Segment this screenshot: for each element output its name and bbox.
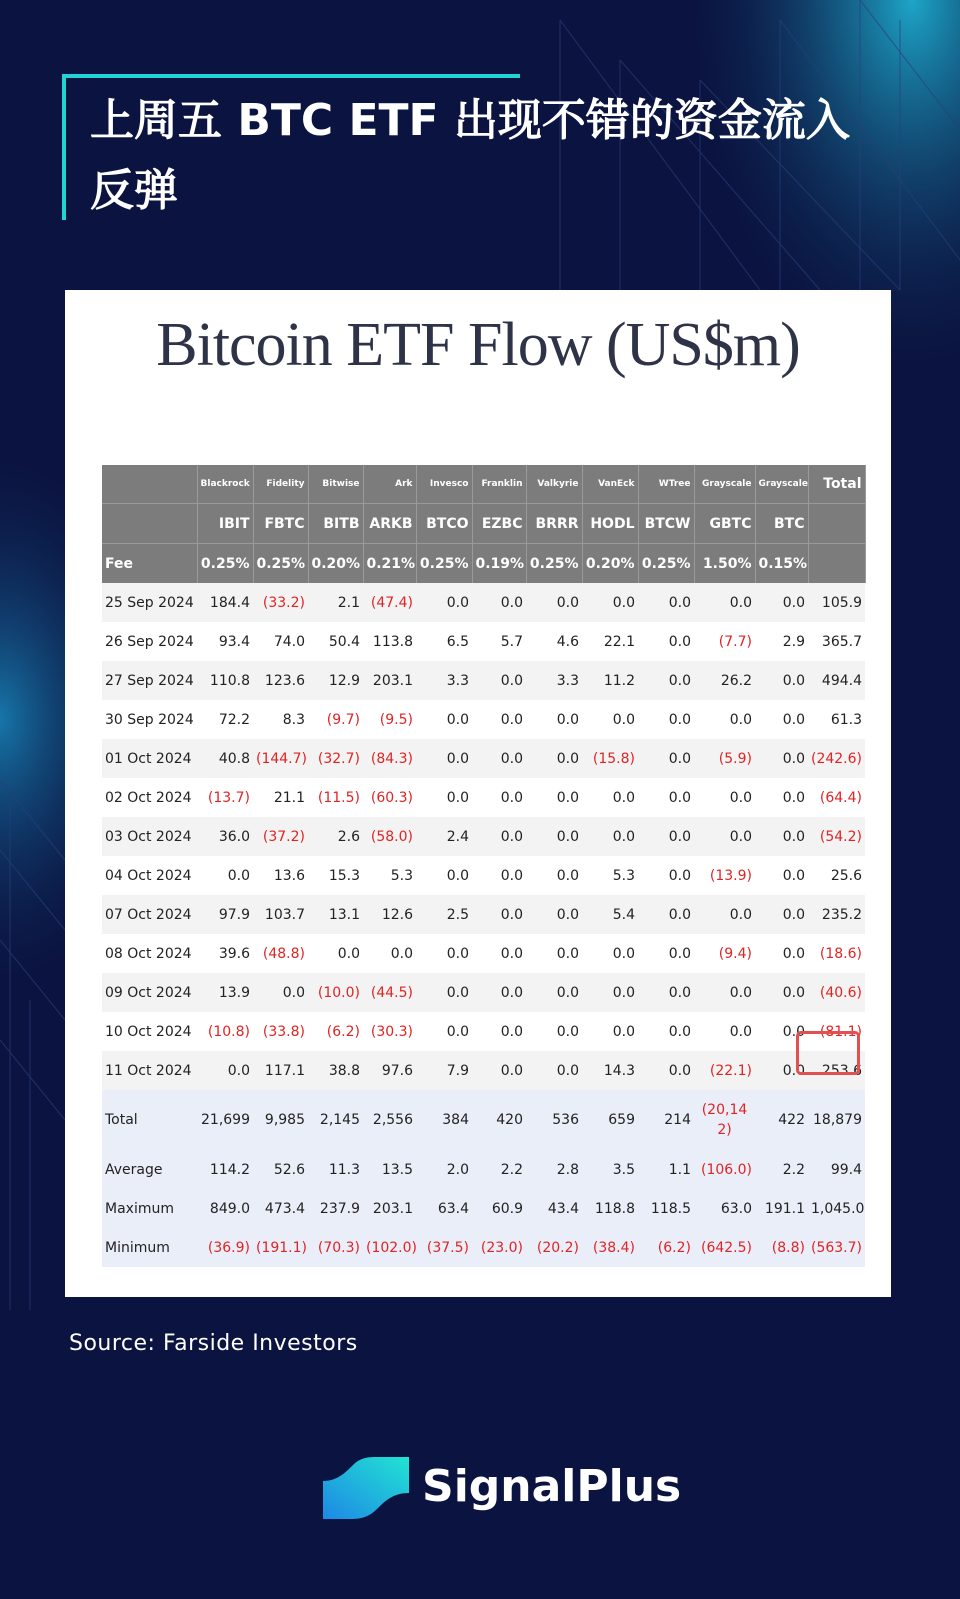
table-row: [102, 661, 865, 700]
table-cell: 0.0: [253, 973, 308, 1012]
table-cell: 0.0: [582, 583, 638, 622]
table-cell: 14.3: [582, 1051, 638, 1090]
table-cell: 99.4: [808, 1150, 865, 1189]
table-cell: 97.9: [197, 895, 253, 934]
table-cell: 536: [526, 1090, 582, 1150]
table-cell: 203.1: [363, 661, 416, 700]
table-cell: 2.0: [416, 1150, 472, 1189]
table-cell: 191.1: [755, 1189, 808, 1228]
table-cell: 11.2: [582, 661, 638, 700]
table-cell: 0.0: [755, 1051, 808, 1090]
table-cell: (191.1): [253, 1228, 308, 1267]
table-row: [102, 700, 865, 739]
table-cell: 13.9: [197, 973, 253, 1012]
table-cell: (13.7): [207, 789, 250, 806]
table-cell: (5.9): [694, 739, 755, 778]
table-cell: 9,985: [253, 1090, 308, 1150]
table-row: [102, 739, 865, 778]
table-cell: (9.5): [379, 711, 413, 728]
table-cell: 21.1: [273, 789, 305, 806]
table-cell: 0.0: [556, 789, 579, 806]
table-cell: FBTC: [253, 504, 308, 544]
table-cell: 2.2: [755, 1150, 808, 1189]
table-cell: 0.0: [668, 789, 691, 806]
table-cell: 0.0: [500, 867, 523, 884]
row-label: 10 Oct 2024: [105, 1023, 192, 1040]
table-cell: (40.6): [808, 973, 865, 1012]
table-cell: 2,556: [363, 1090, 416, 1150]
row-label: 03 Oct 2024: [102, 817, 197, 856]
table-cell: (54.2): [808, 817, 865, 856]
table-cell: 0.0: [612, 1023, 635, 1040]
table-cell: (37.5): [416, 1228, 472, 1267]
table-cell: 0.0: [500, 1023, 523, 1040]
row-label: [102, 465, 197, 504]
table-cell: (102.0): [363, 1228, 416, 1267]
table-cell: 0.25%: [416, 544, 472, 584]
table-cell: 0.0: [500, 711, 523, 728]
table-cell: 0.0: [416, 583, 472, 622]
table-cell: 0.0: [526, 583, 582, 622]
table-cell: 0.25%: [253, 544, 308, 584]
table-cell: (563.7): [808, 1228, 865, 1267]
table-cell: Bitwise: [308, 465, 363, 504]
table-cell: 0.0: [446, 1023, 469, 1040]
table-cell: Grayscale: [694, 465, 755, 504]
table-cell: EZBC: [472, 504, 526, 544]
signalplus-logo-icon: [323, 1457, 409, 1519]
table-cell: BRRR: [526, 504, 582, 544]
table-cell: 0.0: [668, 867, 691, 884]
brand-name: SignalPlus: [422, 1461, 682, 1512]
table-cell: 12.6: [363, 895, 416, 934]
table-cell: 0.0: [755, 895, 808, 934]
table-cell: 0.0: [472, 661, 526, 700]
table-cell: [808, 544, 865, 584]
table-cell: 5.4: [582, 895, 638, 934]
table-cell: 3.3: [416, 661, 472, 700]
table-cell: 0.0: [556, 945, 579, 962]
table-cell: 0.0: [729, 789, 752, 806]
summary-row: [102, 1090, 865, 1150]
table-cell: 0.0: [668, 633, 691, 650]
table-cell: 18,879: [808, 1090, 865, 1150]
row-label: 02 Oct 2024: [105, 789, 192, 806]
table-cell: 15.3: [328, 867, 360, 884]
highlight-box: [796, 1031, 860, 1075]
table-cell: (6.2): [326, 1023, 360, 1040]
table-row: [102, 1051, 865, 1090]
table-cell: (60.3): [370, 789, 413, 806]
summary-row: [102, 1150, 865, 1189]
table-cell: 0.0: [500, 945, 523, 962]
table-cell: 117.1: [253, 1051, 308, 1090]
table-cell: 0.0: [472, 817, 526, 856]
table-cell: (47.4): [363, 583, 416, 622]
table-cell: 123.6: [253, 661, 308, 700]
table-cell: 0.0: [729, 711, 752, 728]
table-cell: 0.25%: [197, 544, 253, 584]
table-cell: (32.7): [308, 739, 363, 778]
row-label: 27 Sep 2024: [102, 661, 197, 700]
table-cell: 118.8: [582, 1189, 638, 1228]
table-cell: HODL: [582, 504, 638, 544]
table-cell: 3.5: [582, 1150, 638, 1189]
table-cell: 43.4: [526, 1189, 582, 1228]
table-cell: 1,045.0: [808, 1189, 865, 1228]
table-cell: (81.1): [819, 1023, 862, 1040]
table-cell: 473.4: [253, 1189, 308, 1228]
card-title: Bitcoin ETF Flow (US$m): [156, 311, 800, 379]
table-cell: 1.1: [638, 1150, 694, 1189]
table-cell: 110.8: [197, 661, 253, 700]
table-cell: 39.6: [218, 945, 250, 962]
table-cell: 0.0: [694, 895, 755, 934]
table-cell: (58.0): [363, 817, 416, 856]
table-cell: 214: [638, 1090, 694, 1150]
header-issuer-row: [102, 465, 865, 504]
table-cell: (33.8): [262, 1023, 305, 1040]
table-cell: 384: [416, 1090, 472, 1150]
table-cell: 25.6: [830, 867, 862, 884]
table-cell: 422: [755, 1090, 808, 1150]
table-cell: 105.9: [808, 583, 865, 622]
table-cell: 0.0: [755, 661, 808, 700]
table-cell: 2.8: [526, 1150, 582, 1189]
table-cell: 0.0: [755, 739, 808, 778]
table-cell: 0.0: [582, 817, 638, 856]
table-cell: IBIT: [197, 504, 253, 544]
row-label: Maximum: [102, 1189, 197, 1228]
row-label: Fee: [102, 544, 197, 584]
table-cell: (84.3): [363, 739, 416, 778]
etf-flow-card: [65, 290, 891, 1297]
row-label: Total: [102, 1090, 197, 1150]
table-cell: BTCW: [638, 504, 694, 544]
table-cell: (20.2): [526, 1228, 582, 1267]
table-cell: 11.3: [308, 1150, 363, 1189]
table-cell: 0.0: [472, 973, 526, 1012]
table-cell: 2,145: [308, 1090, 363, 1150]
table-cell: 0.0: [755, 817, 808, 856]
table-cell: 40.8: [197, 739, 253, 778]
table-cell: 0.20%: [582, 544, 638, 584]
table-cell: 26.2: [694, 661, 755, 700]
table-cell: 97.6: [363, 1051, 416, 1090]
table-cell: Fidelity: [253, 465, 308, 504]
table-row: [102, 1012, 865, 1051]
table-cell: 0.0: [729, 1023, 752, 1040]
table-cell: GBTC: [694, 504, 755, 544]
header-fee-row: [102, 544, 865, 584]
table-row: [102, 778, 865, 817]
table-row: [102, 895, 865, 934]
table-cell: 0.0: [638, 661, 694, 700]
table-cell: (22.1): [694, 1051, 755, 1090]
table-cell: 5.3: [390, 867, 413, 884]
table-cell: 0.0: [638, 817, 694, 856]
table-cell: (642.5): [694, 1228, 755, 1267]
table-cell: Valkyrie: [526, 465, 582, 504]
table-cell: 0.0: [526, 817, 582, 856]
table-cell: 21,699: [197, 1090, 253, 1150]
table-cell: 0.0: [782, 789, 805, 806]
table-cell: 0.0: [472, 739, 526, 778]
table-cell: 0.15%: [755, 544, 808, 584]
table-cell: 0.0: [782, 711, 805, 728]
table-cell: 0.0: [227, 867, 250, 884]
table-cell: (18.6): [819, 945, 862, 962]
etf-flow-table: [102, 465, 866, 1267]
table-cell: (106.0): [694, 1150, 755, 1189]
table-cell: 93.4: [218, 633, 250, 650]
table-cell: 0.0: [446, 867, 469, 884]
row-label: [102, 504, 197, 544]
table-cell: (20,142): [694, 1090, 755, 1150]
table-cell: 0.0: [755, 583, 808, 622]
table-cell: 0.0: [446, 945, 469, 962]
table-cell: 0.0: [782, 945, 805, 962]
table-cell: 6.5: [446, 633, 469, 650]
table-cell: (9.4): [718, 945, 752, 962]
table-cell: 494.4: [808, 661, 865, 700]
table-cell: 2.9: [782, 633, 805, 650]
table-cell: (13.9): [709, 867, 752, 884]
table-cell: 0.0: [694, 817, 755, 856]
table-cell: 0.0: [472, 583, 526, 622]
table-cell: BTCO: [416, 504, 472, 544]
table-cell: 0.0: [638, 739, 694, 778]
table-cell: 203.1: [363, 1189, 416, 1228]
table-cell: 0.0: [416, 739, 472, 778]
table-cell: 0.0: [337, 945, 360, 962]
table-cell: 237.9: [308, 1189, 363, 1228]
table-cell: 12.9: [308, 661, 363, 700]
table-cell: 118.5: [638, 1189, 694, 1228]
table-cell: 3.3: [526, 661, 582, 700]
row-label: 30 Sep 2024: [105, 711, 194, 728]
table-row: [102, 934, 865, 973]
table-cell: 0.0: [638, 973, 694, 1012]
row-label: 01 Oct 2024: [102, 739, 197, 778]
table-cell: 0.0: [556, 1023, 579, 1040]
table-cell: 13.5: [363, 1150, 416, 1189]
row-label: 07 Oct 2024: [102, 895, 197, 934]
table-cell: 253.6: [808, 1051, 865, 1090]
table-cell: 0.20%: [308, 544, 363, 584]
row-label: 26 Sep 2024: [105, 633, 194, 650]
table-cell: (70.3): [308, 1228, 363, 1267]
table-cell: 2.6: [308, 817, 363, 856]
table-cell: (242.6): [808, 739, 865, 778]
table-cell: 0.0: [446, 711, 469, 728]
table-cell: (44.5): [363, 973, 416, 1012]
table-cell: (48.8): [262, 945, 305, 962]
table-cell: 2.4: [416, 817, 472, 856]
table-cell: (10.8): [207, 1023, 250, 1040]
table-cell: (144.7): [253, 739, 308, 778]
table-row: [102, 583, 865, 622]
table-cell: 0.0: [612, 711, 635, 728]
table-cell: (10.0): [308, 973, 363, 1012]
table-cell: 61.3: [830, 711, 862, 728]
table-cell: 0.21%: [363, 544, 416, 584]
table-cell: 0.0: [638, 1051, 694, 1090]
table-cell: 0.0: [612, 945, 635, 962]
table-cell: (15.8): [582, 739, 638, 778]
table-cell: 0.0: [472, 1051, 526, 1090]
row-label: 04 Oct 2024: [105, 867, 192, 884]
table-cell: (9.7): [326, 711, 360, 728]
table-cell: (33.2): [253, 583, 308, 622]
table-cell: Ark: [363, 465, 416, 504]
table-cell: BITB: [308, 504, 363, 544]
table-cell: 50.4: [328, 633, 360, 650]
table-cell: 52.6: [253, 1150, 308, 1189]
table-cell: Franklin: [472, 465, 526, 504]
table-cell: (36.9): [197, 1228, 253, 1267]
table-cell: 0.0: [390, 945, 413, 962]
table-row: [102, 622, 865, 661]
table-cell: (8.8): [755, 1228, 808, 1267]
table-cell: (6.2): [638, 1228, 694, 1267]
table-cell: 0.0: [782, 867, 805, 884]
table-cell: Invesco: [416, 465, 472, 504]
table-cell: BTC: [755, 504, 808, 544]
table-cell: 0.0: [782, 1023, 805, 1040]
table-cell: 0.0: [556, 867, 579, 884]
table-cell: VanEck: [582, 465, 638, 504]
table-cell: (64.4): [819, 789, 862, 806]
table-cell: 0.0: [526, 973, 582, 1012]
table-cell: 5.7: [500, 633, 523, 650]
summary-row: [102, 1189, 865, 1228]
table-cell: 0.0: [500, 789, 523, 806]
table-cell: 113.8: [372, 633, 413, 650]
table-cell: (11.5): [317, 789, 360, 806]
row-label: Minimum: [102, 1228, 197, 1267]
table-cell: 5.3: [612, 867, 635, 884]
table-cell: (30.3): [370, 1023, 413, 1040]
table-cell: 0.0: [526, 739, 582, 778]
table-cell: 235.2: [808, 895, 865, 934]
table-row: [102, 856, 865, 895]
table-row: [102, 817, 865, 856]
table-cell: 74.0: [273, 633, 305, 650]
table-cell: WTree: [638, 465, 694, 504]
table-cell: 103.7: [253, 895, 308, 934]
table-cell: 2.2: [472, 1150, 526, 1189]
table-cell: 22.1: [603, 633, 635, 650]
headline: 上周五 BTC ETF 出现不错的资金流入反弹: [90, 95, 850, 216]
table-cell: (37.2): [253, 817, 308, 856]
table-cell: 184.4: [197, 583, 253, 622]
table-cell: ARKB: [363, 504, 416, 544]
table-cell: 63.0: [694, 1189, 755, 1228]
table-cell: Total: [808, 465, 865, 504]
table-cell: 2.1: [308, 583, 363, 622]
table-row: [102, 973, 865, 1012]
source-note: Source: Farside Investors: [69, 1331, 358, 1356]
table-cell: 659: [582, 1090, 638, 1150]
table-cell: 72.2: [218, 711, 250, 728]
table-cell: 0.0: [638, 895, 694, 934]
table-cell: Grayscale: [755, 465, 808, 504]
table-cell: 60.9: [472, 1189, 526, 1228]
table-cell: 0.0: [755, 973, 808, 1012]
table-cell: 114.2: [197, 1150, 253, 1189]
table-cell: 0.0: [472, 895, 526, 934]
row-label: 09 Oct 2024: [102, 973, 197, 1012]
table-cell: Blackrock: [197, 465, 253, 504]
table-cell: 0.0: [694, 973, 755, 1012]
table-cell: 0.0: [612, 789, 635, 806]
table-cell: 0.0: [582, 973, 638, 1012]
table-cell: 1.50%: [694, 544, 755, 584]
table-cell: 13.6: [273, 867, 305, 884]
table-cell: 0.0: [526, 1051, 582, 1090]
table-cell: 0.0: [446, 789, 469, 806]
table-cell: 0.25%: [638, 544, 694, 584]
table-cell: 36.0: [197, 817, 253, 856]
table-cell: 0.0: [556, 711, 579, 728]
table-cell: 0.19%: [472, 544, 526, 584]
table-cell: 0.0: [668, 711, 691, 728]
table-cell: 0.0: [638, 583, 694, 622]
table-cell: 13.1: [308, 895, 363, 934]
table-cell: 63.4: [416, 1189, 472, 1228]
table-cell: 365.7: [821, 633, 862, 650]
table-cell: 420: [472, 1090, 526, 1150]
table-cell: 2.5: [416, 895, 472, 934]
table-cell: (38.4): [582, 1228, 638, 1267]
row-label: 08 Oct 2024: [105, 945, 192, 962]
table-cell: 0.25%: [526, 544, 582, 584]
table-cell: 0.0: [694, 583, 755, 622]
row-label: 25 Sep 2024: [102, 583, 197, 622]
table-cell: 4.6: [556, 633, 579, 650]
table-cell: (23.0): [472, 1228, 526, 1267]
table-cell: 0.0: [197, 1051, 253, 1090]
table-cell: 7.9: [416, 1051, 472, 1090]
table-cell: [808, 504, 865, 544]
header-ticker-row: [102, 504, 865, 544]
table-cell: 0.0: [668, 1023, 691, 1040]
summary-row: [102, 1228, 865, 1267]
table-cell: (7.7): [718, 633, 752, 650]
table-cell: 849.0: [197, 1189, 253, 1228]
table-cell: 38.8: [308, 1051, 363, 1090]
row-label: 11 Oct 2024: [102, 1051, 197, 1090]
row-label: Average: [102, 1150, 197, 1189]
table-cell: 0.0: [416, 973, 472, 1012]
table-cell: 0.0: [668, 945, 691, 962]
table-cell: 8.3: [282, 711, 305, 728]
table-cell: 0.0: [526, 895, 582, 934]
